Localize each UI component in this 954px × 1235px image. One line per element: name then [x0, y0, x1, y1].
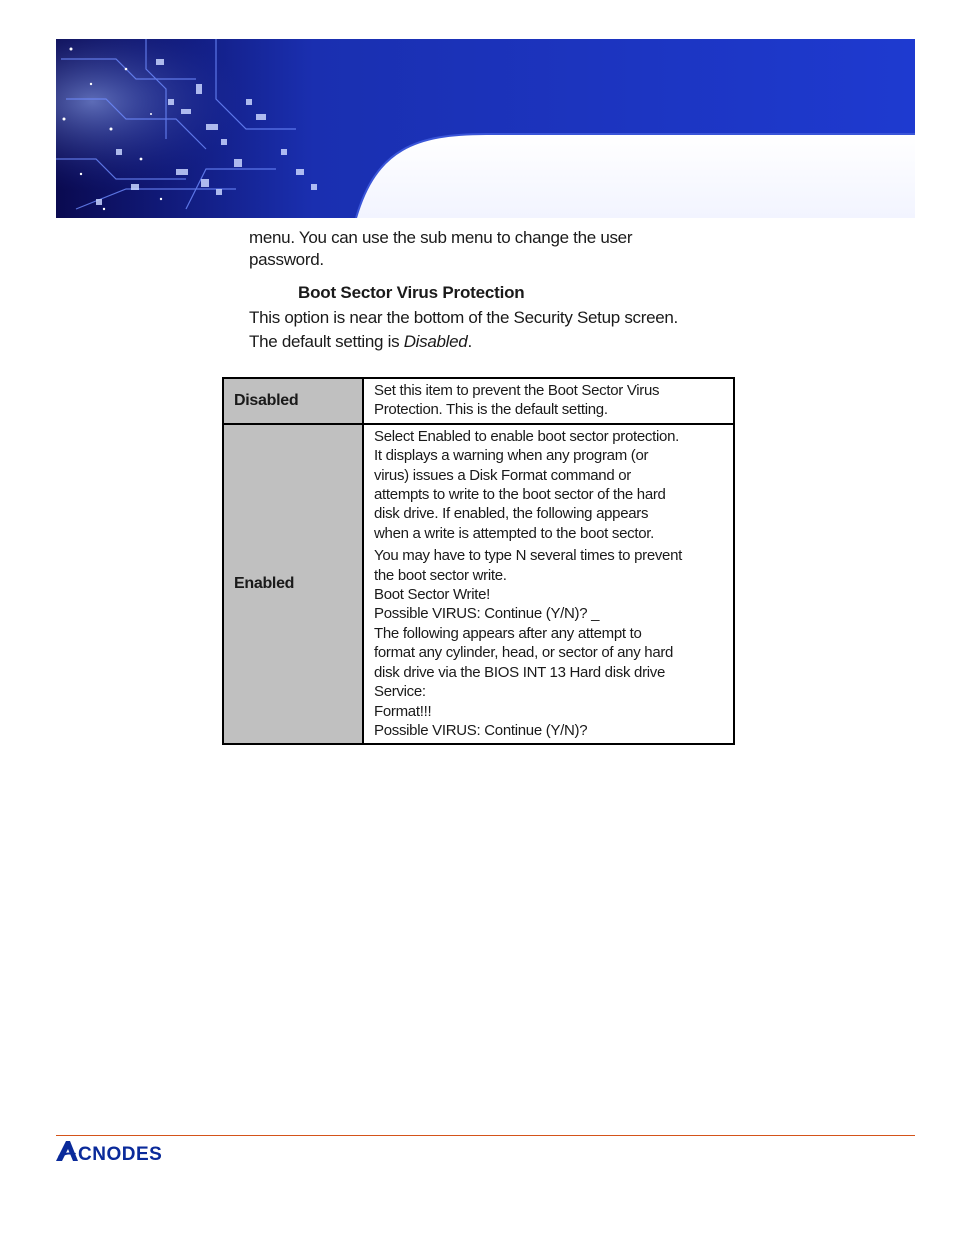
description-line: when a write is attempted to the boot sector. [374, 524, 654, 542]
description-line: format any cylinder, head, or sector of any hard [374, 644, 674, 662]
footer-divider [56, 1135, 915, 1136]
description-line [249, 330, 789, 354]
intro-line: menu. You can use the sub menu to change the user [249, 228, 633, 247]
option-name: Disabled [223, 378, 363, 424]
description-line: It displays a warning when any program (or [374, 447, 649, 465]
circuit-board-banner-image [56, 39, 915, 218]
description-line: You may have to type N several times to prevent [374, 547, 683, 565]
default-setting-suffix: . [467, 332, 472, 351]
description-line: Select Enabled to enable boot sector protection. [374, 427, 679, 445]
description-line: Format!!! [374, 702, 432, 720]
description-line: Possible VIRUS: Continue (Y/N)? _ [374, 605, 600, 623]
intro-paragraph [249, 227, 769, 271]
svg-text:CNODES: CNODES [78, 1144, 163, 1163]
description-line: disk drive via the BIOS INT 13 Hard disk drive [374, 663, 666, 681]
header-banner [56, 39, 915, 218]
description-line: disk drive. If enabled, the following appears [374, 505, 649, 523]
description-line: the boot sector write. [374, 566, 507, 584]
section-description [249, 306, 789, 354]
description-line: This option is near the bottom of the Security Setup screen. [249, 308, 678, 327]
table-row [223, 424, 734, 745]
description-line: Boot Sector Write! [374, 586, 491, 604]
default-setting-value: Disabled [403, 332, 468, 351]
option-description [363, 424, 734, 745]
option-description [363, 378, 734, 424]
description-line: The following appears after any attempt to [374, 624, 642, 642]
table-row [223, 378, 734, 424]
section-heading: Boot Sector Virus Protection [298, 283, 525, 302]
description-line: Set this item to prevent the Boot Sector Virus [374, 382, 660, 399]
description-line: Service: [374, 683, 426, 701]
intro-line: password. [249, 250, 324, 269]
description-line: Possible VIRUS: Continue (Y/N)? [374, 721, 588, 739]
description-line: attempts to write to the boot sector of the hard [374, 486, 666, 504]
option-name: Enabled [223, 424, 363, 745]
description-line: Protection. This is the default setting. [374, 401, 608, 419]
acnodes-logo [56, 1139, 212, 1163]
default-setting-prefix: The default setting is [249, 332, 404, 351]
description-line: virus) issues a Disk Format command or [374, 466, 631, 484]
acnodes-logo-mark [56, 1139, 212, 1163]
options-table [222, 377, 735, 745]
